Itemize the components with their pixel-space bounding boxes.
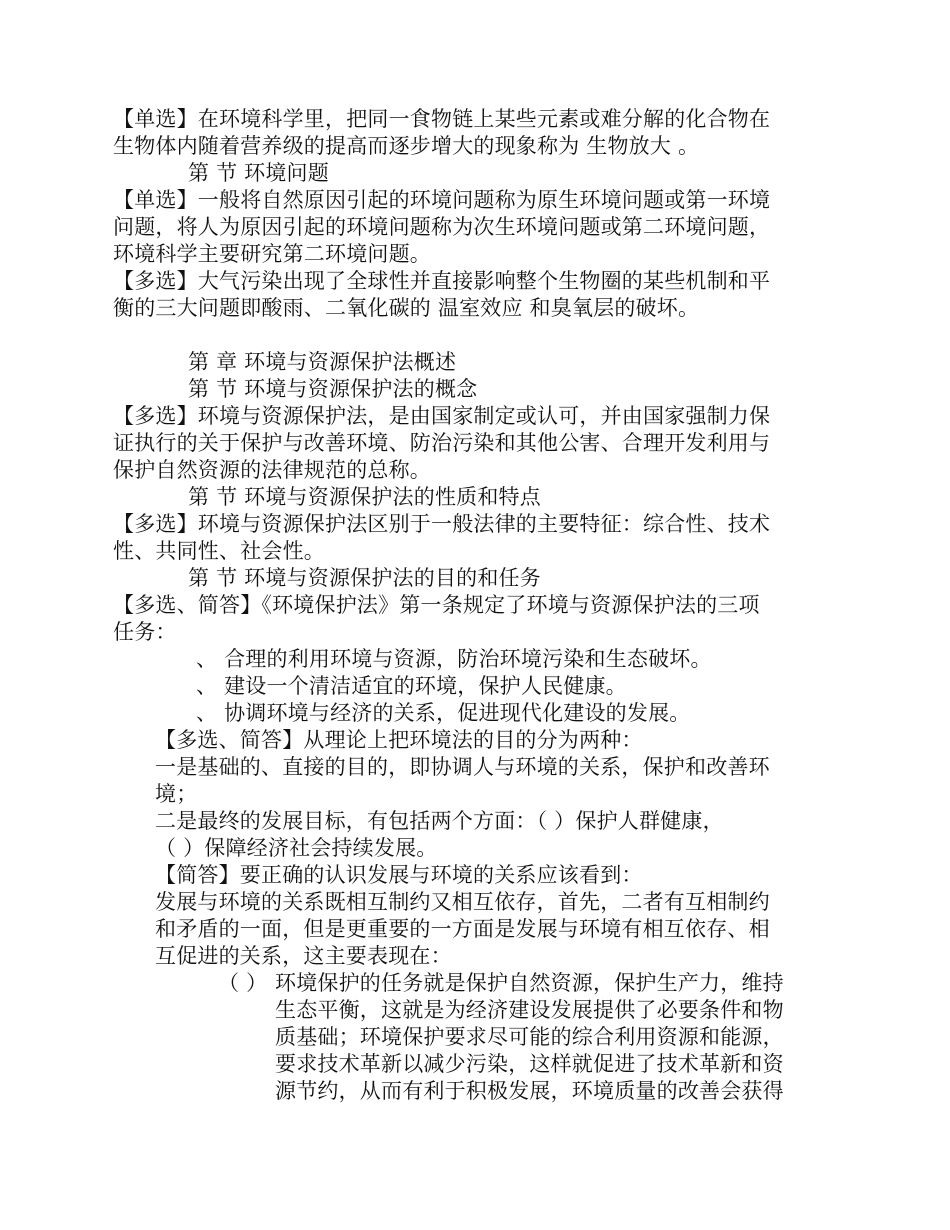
text-line: 【多选】大气污染出现了全球性并直接影响整个生物圈的某些机制和平	[113, 269, 771, 293]
text-line: 发展与环境的关系既相互制约又相互依存，首先，二者有互相制约	[155, 890, 770, 914]
text-line: 要求技术革新以减少污染，这样就促进了技术革新和资	[275, 1052, 784, 1076]
text-line: 【多选】环境与资源保护法区别于一般法律的主要特征：综合性、技术	[113, 512, 771, 536]
text-line: 【单选】一般将自然原因引起的环境问题称为原生环境问题或第一环境	[113, 188, 771, 212]
text-line: 境；	[155, 782, 198, 806]
text-line: 衡的三大问题即酸雨、二氧化碳的 温室效应 和臭氧层的破坏。	[113, 296, 700, 320]
text-line: 生物体内随着营养级的提高而逐步增大的现象称为 生物放大 。	[113, 134, 700, 158]
text-line: 和矛盾的一面，但是更重要的一方面是发展与环境有相互依存、相	[155, 917, 770, 941]
text-line: （ ）保障经济社会持续发展。	[155, 836, 438, 860]
text-line: 【单选】在环境科学里，把同一食物链上某些元素或难分解的化合物在	[113, 107, 771, 131]
text-line: 源节约，从而有利于积极发展，环境质量的改善会获得	[275, 1079, 784, 1103]
text-line: 二是最终的发展目标，有包括两个方面：（ ）保护人群健康，	[155, 809, 724, 833]
text-line: 性、共同性、社会性。	[113, 539, 325, 563]
section-heading: 第 节 环境与资源保护法的概念	[188, 377, 478, 401]
chapter-heading: 第 章 环境与资源保护法概述	[188, 350, 457, 374]
list-item: 、 协调环境与经济的关系，促进现代化建设的发展。	[196, 701, 691, 725]
list-item: 、 合理的利用环境与资源，防治环境污染和生态破坏。	[196, 647, 712, 671]
text-line: 任务：	[113, 620, 177, 644]
text-line: 环境科学主要研究第二环境问题。	[113, 242, 431, 266]
list-item: 、 建设一个清洁适宜的环境，保护人民健康。	[196, 674, 627, 698]
text-line: 一是基础的、直接的目的，即协调人与环境的关系，保护和改善环	[155, 755, 770, 779]
section-heading: 第 节 环境问题	[188, 161, 329, 185]
list-marker: （ ）	[218, 971, 268, 995]
text-line: 【多选、简答】《环境保护法》第一条规定了环境与资源保护法的三项	[113, 593, 760, 617]
text-line: 保护自然资源的法律规范的总称。	[113, 458, 431, 482]
text-line: 证执行的关于保护与改善环境、防治污染和其他公害、合理开发利用与	[113, 431, 771, 455]
text-line: 互促进的关系，这主要表现在：	[155, 944, 452, 968]
section-heading: 第 节 环境与资源保护法的目的和任务	[188, 566, 541, 590]
section-heading: 第 节 环境与资源保护法的性质和特点	[188, 485, 541, 509]
text-line: 质基础；环境保护要求尽可能的综合利用资源和能源，	[275, 1025, 784, 1049]
text-line: 【简答】要正确的认识发展与环境的关系应该看到：	[155, 863, 643, 887]
text-line: 生态平衡，这就是为经济建设发展提供了必要条件和物	[275, 998, 784, 1022]
text-line: 【多选】环境与资源保护法，是由国家制定或认可，并由国家强制力保	[113, 404, 771, 428]
text-line: 【多选、简答】从理论上把环境法的目的分为两种：	[155, 728, 643, 752]
text-line: 问题，将人为原因引起的环境问题称为次生环境问题或第二环境问题，	[113, 215, 771, 239]
text-line: 环境保护的任务就是保护自然资源，保护生产力，维持	[275, 971, 784, 995]
